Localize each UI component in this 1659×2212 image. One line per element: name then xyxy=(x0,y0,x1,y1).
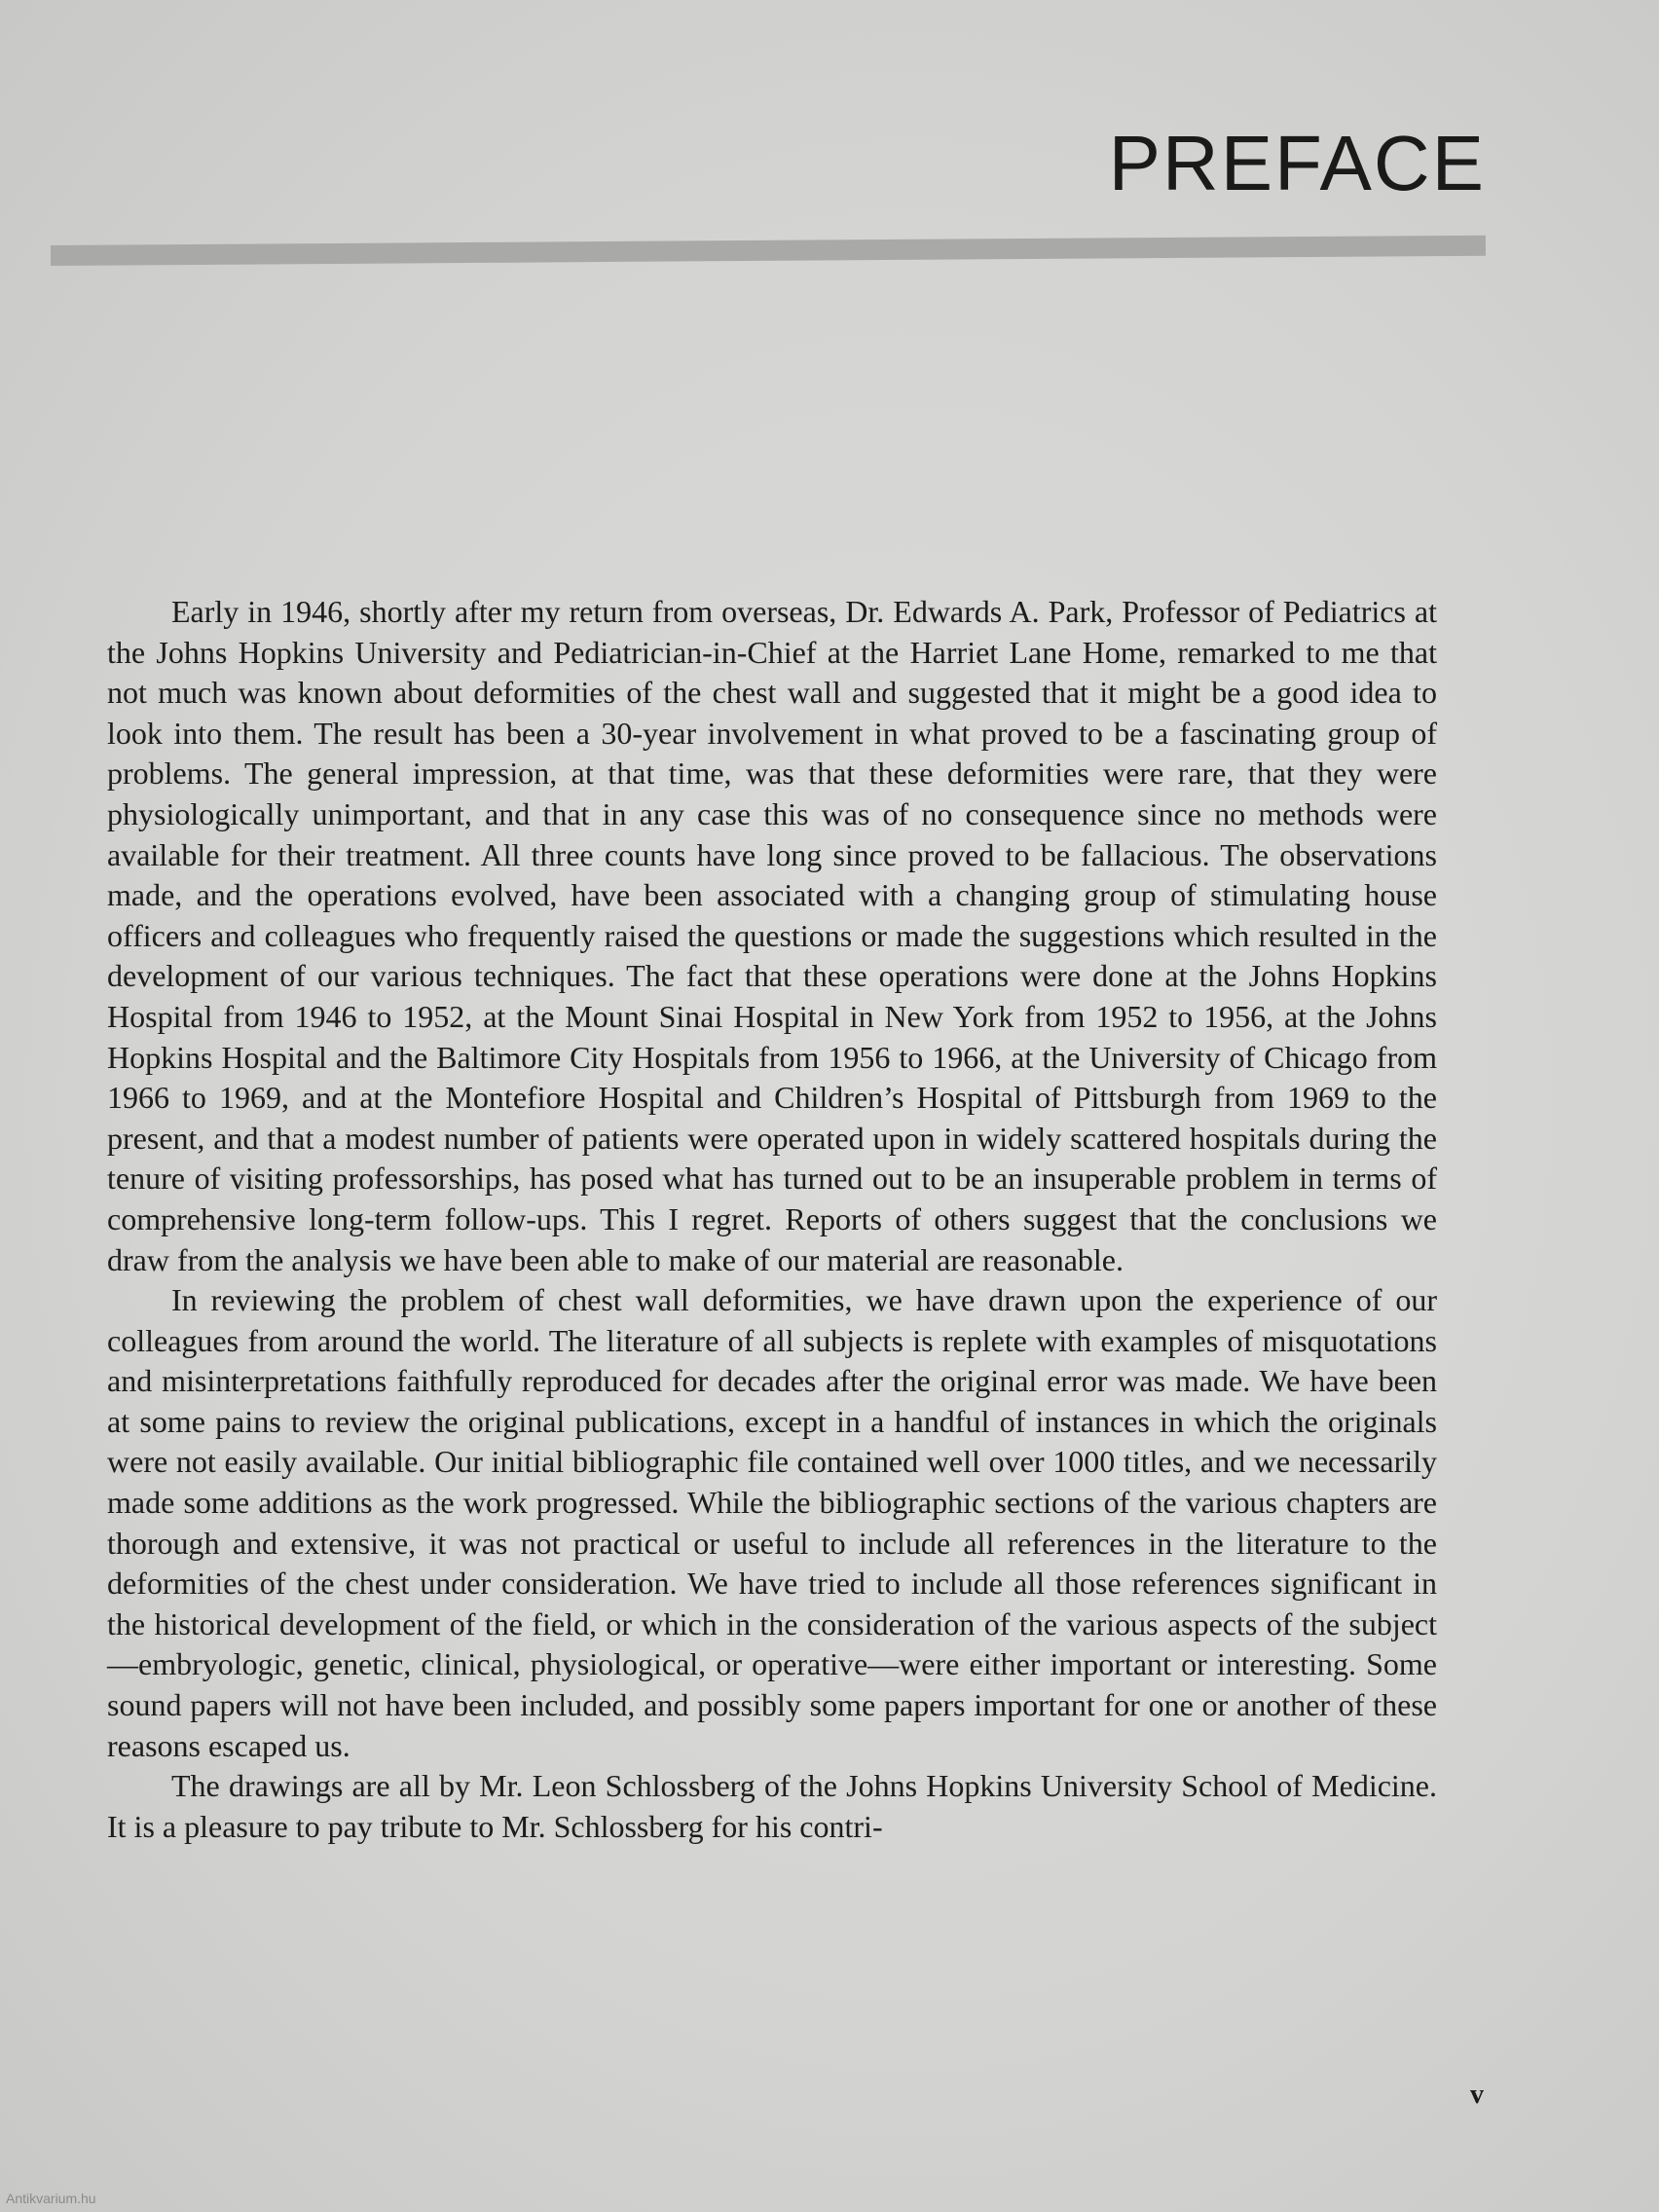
body-text xyxy=(107,592,1437,1847)
paragraph-3: The drawings are all by Mr. Leon Schlossberg of the Johns Hopkins University School of Medicine. It is a pleasure to pay tribute to Mr. Schlossberg for his contri- xyxy=(107,1768,1437,1844)
page-title: PREFACE xyxy=(1108,120,1486,206)
paragraph-2: In reviewing the problem of chest wall deformities, we have drawn upon the experience of our colleagues from around the world. The literature of all subjects is replete with examples of misquotations and misinterpretations faithfully reproduced for decades after the original error was made. We have been at some pains to review the original publications, except in a handful of instances in which the originals were not easily available. Our initial bibliographic file contained well over 1000 titles, and we necessarily made some additions as the work progressed. While the bibliographic sections of the various chapters are thorough and extensive, it was not practical or useful to include all references in the literature to the deformities of the chest under consideration. We have tried to include all those references significant in the historical development of the field, or which in the consideration of the various aspects of the subject—embryologic, genetic, clinical, physiological, or operative—were either important or interesting. Some sound papers will not have been included, and possibly some papers important for one or another of these reasons escaped us. xyxy=(107,1282,1437,1763)
watermark: Antikvarium.hu xyxy=(6,2191,96,2206)
title-rule xyxy=(51,236,1486,266)
page-number: v xyxy=(1470,2080,1484,2110)
paragraph-1: Early in 1946, shortly after my return from overseas, Dr. Edwards A. Park, Professor of Pediatrics at the Johns Hopkins University and Pediatrician-in-Chief at the Harriet Lane Home, remarked to me that not much was known about deformities of the chest wall and suggested that it might be a good idea to look into them. The result has been a 30-year involvement in what proved to be a fascinating group of problems. The general impression, at that time, was that these deformities were rare, that they were physiologically unimportant, and that in any case this was of no consequence since no methods were available for their treatment. All three counts have long since proved to be fallacious. The observations made, and the operations evolved, have been associated with a changing group of stimulating house officers and colleagues who frequently raised the questions or made the suggestions which resulted in the development of our various techniques. The fact that these operations were done at the Johns Hopkins Hospital from 1946 to 1952, at the Mount Sinai Hospital in New York from 1952 to 1956, at the Johns Hopkins Hospital and the Baltimore City Hospitals from 1956 to 1966, at the University of Chicago from 1966 to 1969, and at the Montefiore Hospital and Children’s Hospital of Pittsburgh from 1969 to the present, and that a modest number of patients were operated upon in widely scattered hospitals during the tenure of visiting professorships, has posed what has turned out to be an insuperable problem in terms of comprehensive long-term follow-ups. This I regret. Reports of others suggest that the conclusions we draw from the analysis we have been able to make of our material are reasonable. xyxy=(107,594,1437,1277)
